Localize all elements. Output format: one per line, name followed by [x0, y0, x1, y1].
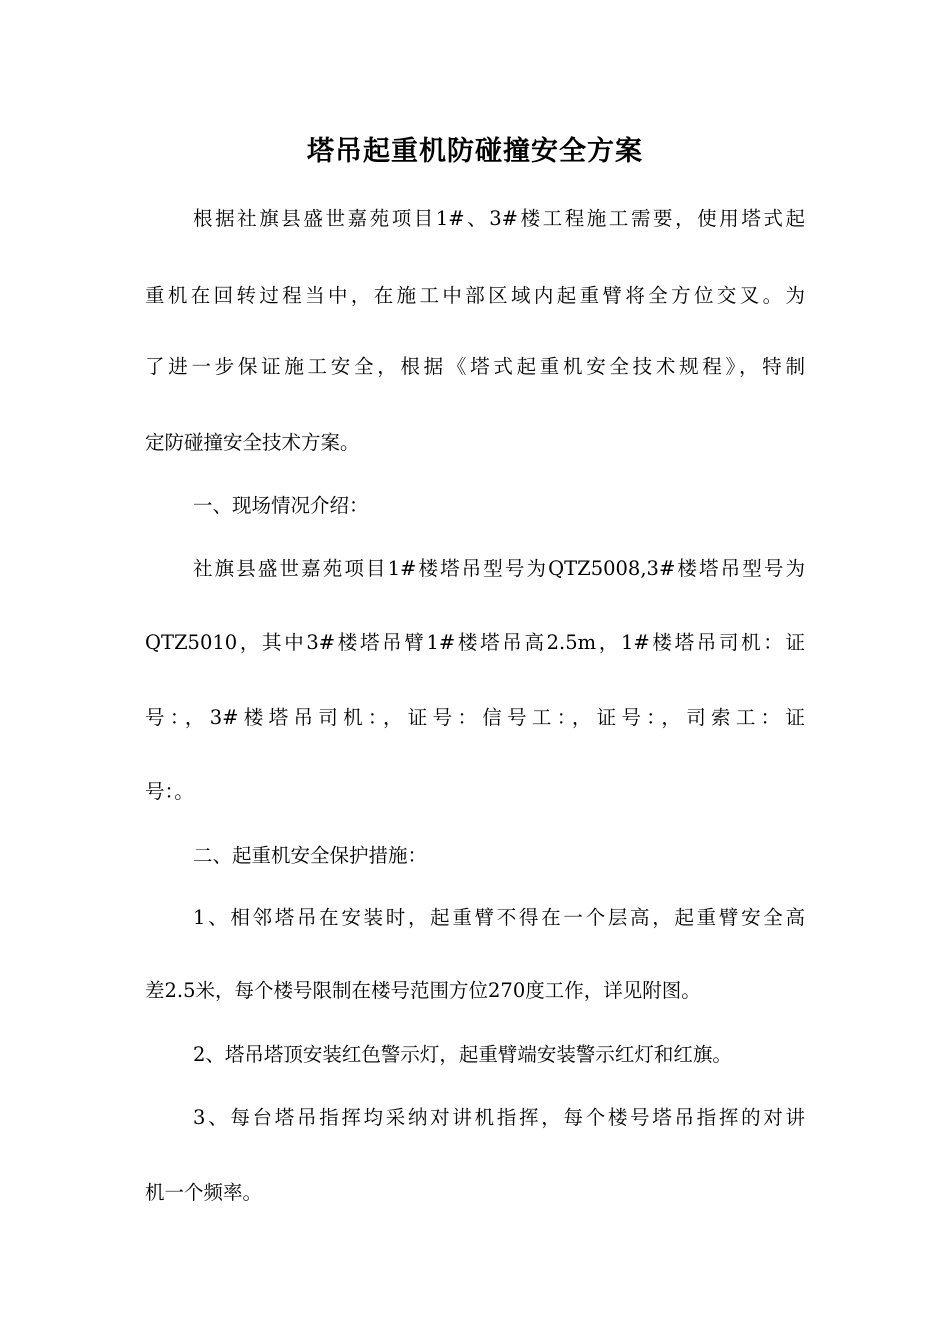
paragraph-line: QTZ5010，其中3#楼塔吊臂1#楼塔吊高2.5m，1#楼塔吊司机：证	[145, 631, 805, 654]
section-heading: 二、起重机安全保护措施：	[193, 844, 428, 867]
paragraph-line: 差2.5米，每个楼号限制在楼号范围方位270度工作，详见附图。	[145, 979, 701, 1002]
paragraph-line: 3、每台塔吊指挥均采纳对讲机指挥，每个楼号塔吊指挥的对讲	[193, 1106, 805, 1129]
paragraph-line: 2、塔吊塔顶安装红色警示灯，起重臂端安装警示红灯和红旗。	[193, 1043, 732, 1066]
paragraph-line: 机一个频率。	[145, 1181, 263, 1204]
paragraph-line: 1、相邻塔吊在安装时，起重臂不得在一个层高，起重臂安全高	[193, 906, 805, 929]
paragraph-line: 根据社旗县盛世嘉苑项目1#、3#楼工程施工需要，使用塔式起	[193, 207, 805, 230]
paragraph-line: 号：。	[145, 780, 194, 803]
paragraph-line: 号：，3#楼塔吊司机：，证号：信号工：，证号：，司索工：证	[145, 706, 805, 729]
document-title: 塔吊起重机防碰撞安全方案	[307, 136, 643, 167]
paragraph-line: 社旗县盛世嘉苑项目1#楼塔吊型号为QTZ5008,3#楼塔吊型号为	[193, 557, 805, 580]
paragraph-line: 了进一步保证施工安全，根据《塔式起重机安全技术规程》，特制	[145, 355, 805, 378]
paragraph-line: 重机在回转过程当中，在施工中部区域内起重臂将全方位交叉。为	[145, 284, 805, 307]
section-heading: 一、现场情况介绍：	[193, 494, 369, 517]
paragraph-line: 定防碰撞安全技术方案。	[145, 431, 360, 454]
